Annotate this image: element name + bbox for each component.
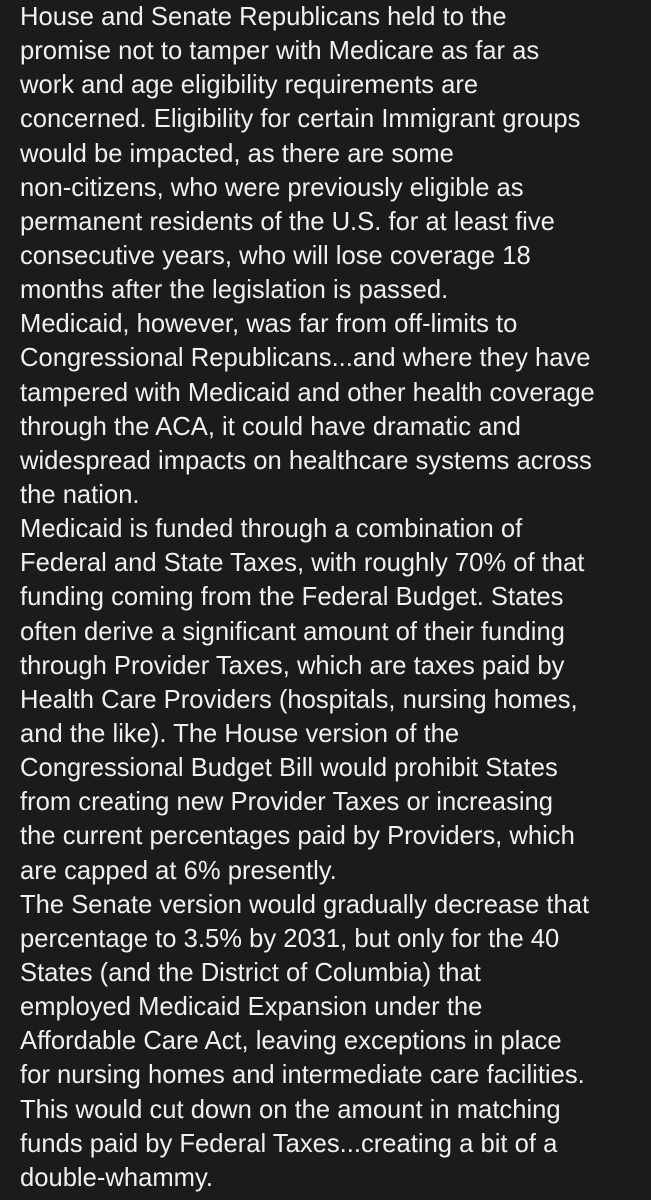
text-line: concerned. Eligibility for certain Immigrant groups <box>20 105 581 134</box>
text-line: the nation. <box>20 480 140 509</box>
text-line: for nursing homes and intermediate care facilities. <box>20 1061 585 1090</box>
text-line: Health Care Providers (hospitals, nursing homes, <box>20 685 578 714</box>
text-line: Congressional Budget Bill would prohibit States <box>20 754 558 783</box>
text-line: promise not to tamper with Medicare as far as <box>20 37 540 66</box>
text-line: House and Senate Republicans held to the <box>20 3 507 31</box>
text-line: The Senate version would gradually decrease that <box>20 890 590 919</box>
text-line: the current percentages paid by Providers, which <box>20 822 575 851</box>
text-line: often derive a significant amount of their funding <box>20 617 565 646</box>
text-line: Medicaid is funded through a combination of <box>20 515 523 544</box>
text-line: through the ACA, it could have dramatic and <box>20 412 521 441</box>
text-line: months after the legislation is passed. <box>20 276 449 305</box>
text-line: are capped at 6% presently. <box>20 856 337 885</box>
text-line: would be impacted, as there are some <box>20 139 454 168</box>
text-line: funds paid by Federal Taxes...creating a bit of a <box>20 1129 558 1158</box>
text-line: Medicaid, however, was far from off-limits to <box>20 310 518 339</box>
text-line: consecutive years, who will lose coverage 18 <box>20 241 531 270</box>
text-line: employed Medicaid Expansion under the <box>20 993 483 1022</box>
text-line: and the like). The House version of the <box>20 719 460 748</box>
post-text <box>20 0 645 1195</box>
text-line: widespread impacts on healthcare systems across <box>20 446 592 475</box>
text-line: permanent residents of the U.S. for at least five <box>20 207 555 236</box>
text-line: funding coming from the Federal Budget. States <box>20 583 564 612</box>
text-line: Affordable Care Act, leaving exceptions in place <box>20 1027 562 1056</box>
text-line: double-whammy. <box>20 1163 213 1192</box>
text-line: Congressional Republicans...and where they have <box>20 344 591 373</box>
text-line: percentage to 3.5% by 2031, but only for the 40 <box>20 924 560 953</box>
text-line: through Provider Taxes, which are taxes paid by <box>20 651 565 680</box>
text-line: non-citizens, who were previously eligible as <box>20 173 524 202</box>
text-line: States (and the District of Columbia) that <box>20 958 481 987</box>
text-line: from creating new Provider Taxes or increasing <box>20 788 553 817</box>
text-line: Federal and State Taxes, with roughly 70% of that <box>20 549 585 578</box>
text-line: This would cut down on the amount in matching <box>20 1095 561 1124</box>
text-line: work and age eligibility requirements are <box>20 71 479 100</box>
text-line: tampered with Medicaid and other health coverage <box>20 378 595 407</box>
